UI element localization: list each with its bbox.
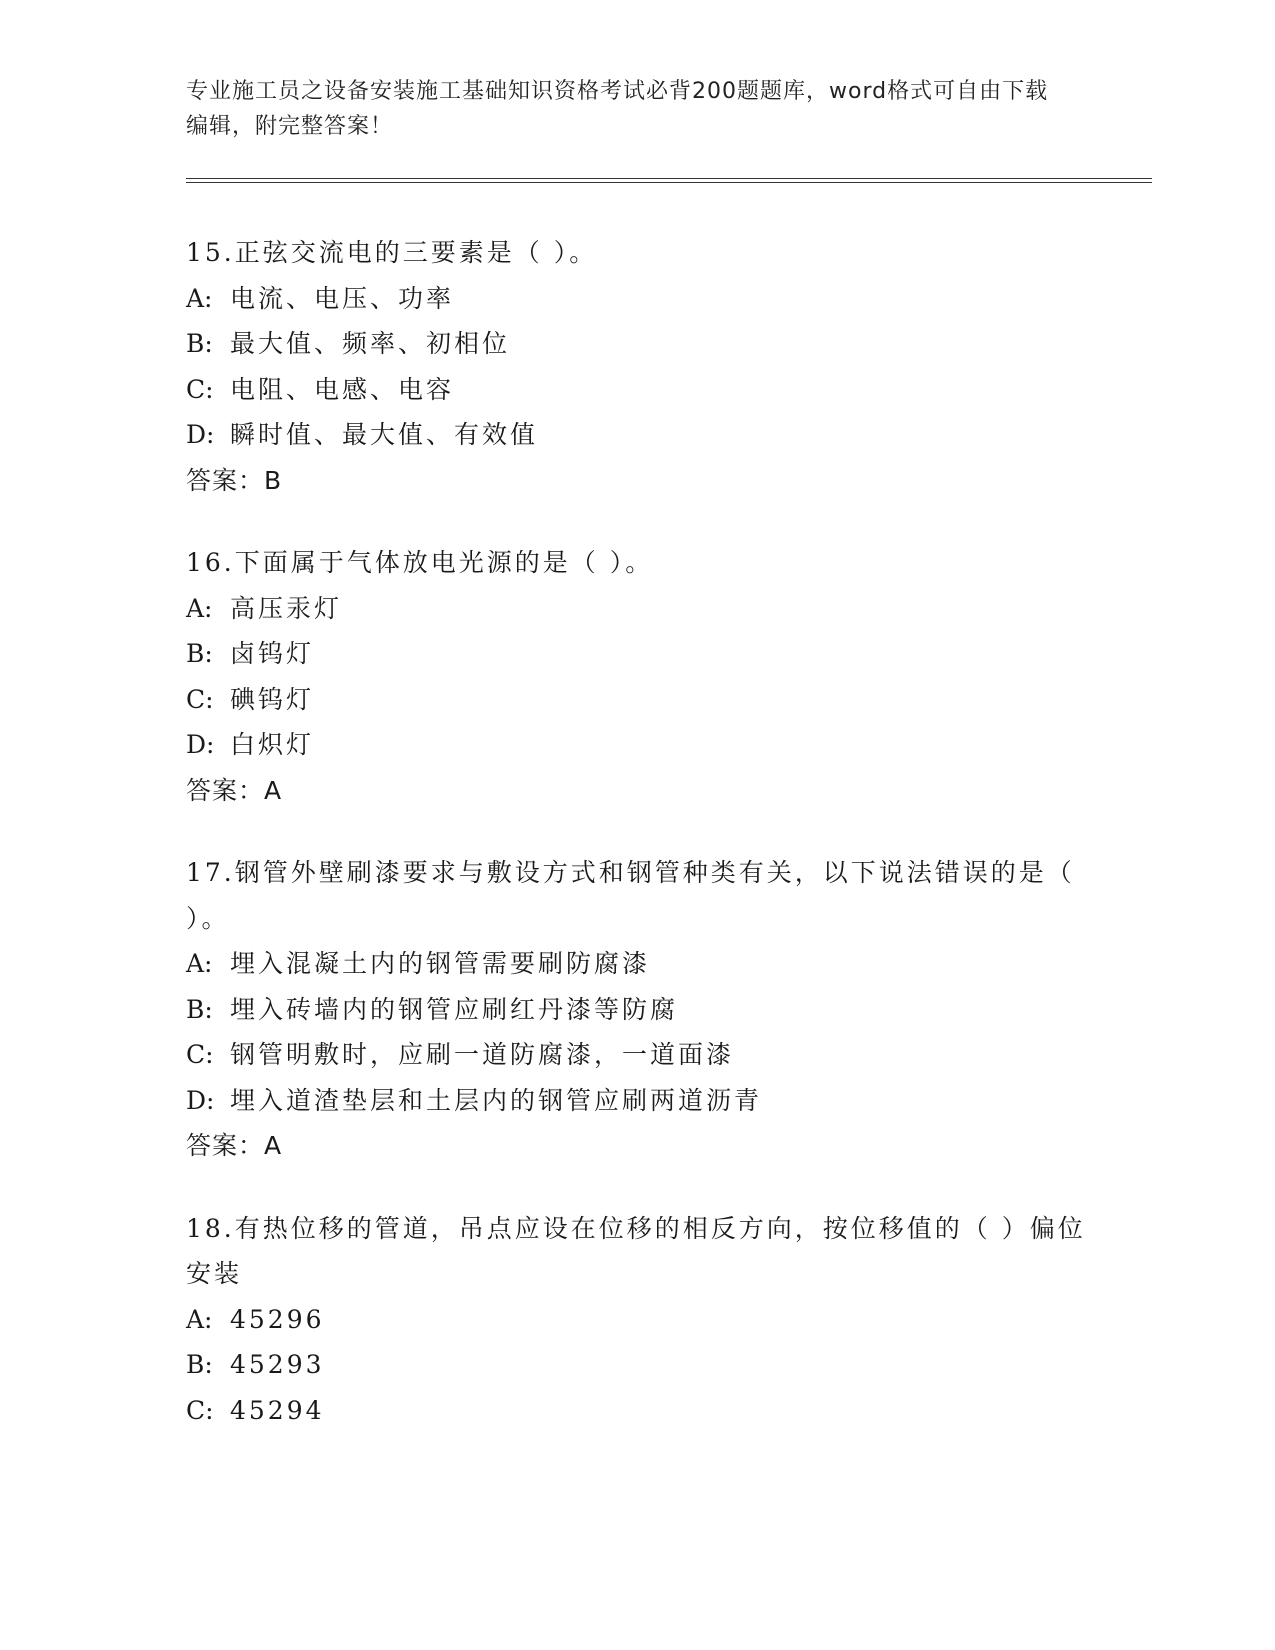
option-text: 45293 — [230, 1350, 325, 1379]
option-letter: B: — [186, 329, 213, 358]
option-letter: A: — [186, 593, 213, 623]
option-letter: B: — [186, 639, 213, 668]
option-a — [186, 1297, 1086, 1343]
option-a — [186, 941, 1086, 987]
header-title: 专业施工员之设备安装施工基础知识资格考试必背200题题库，word格式可自由下载编辑，附完整答案！ — [186, 79, 1049, 139]
option-b — [186, 631, 1086, 677]
option-a — [186, 586, 1086, 632]
option-c — [186, 1032, 1086, 1078]
question-text: 18.有热位移的管道，吊点应设在位移的相反方向，按位移值的（ ）偏位安装 — [186, 1213, 1086, 1288]
option-text: 钢管明敷时，应刷一道防腐漆，一道面漆 — [230, 1040, 735, 1069]
option-text: 碘钨灯 — [230, 684, 315, 714]
question-list — [186, 230, 1086, 1470]
header-divider-bottom — [186, 182, 1152, 183]
option-letter: A: — [186, 283, 213, 313]
option-text: 45294 — [230, 1395, 325, 1425]
question-16 — [186, 540, 1086, 813]
option-letter: D: — [186, 420, 215, 449]
answer-line: 答案：B — [186, 465, 283, 495]
answer-line: 答案：A — [186, 1131, 283, 1160]
answer-line: 答案：A — [186, 775, 283, 805]
option-text: 埋入道渣垫层和土层内的钢管应刷两道沥青 — [230, 1085, 763, 1115]
question-15 — [186, 230, 1086, 503]
question-text: 15.正弦交流电的三要素是（ ）。 — [186, 238, 598, 267]
option-letter: B: — [186, 994, 213, 1024]
option-b — [186, 987, 1086, 1033]
question-text: 16.下面属于气体放电光源的是（ ）。 — [186, 548, 654, 577]
option-letter: C: — [186, 374, 214, 404]
option-letter: D: — [186, 730, 215, 759]
option-d — [186, 412, 1086, 458]
option-text: 电阻、电感、电容 — [230, 374, 455, 404]
option-text: 45296 — [230, 1304, 325, 1334]
option-c — [186, 367, 1086, 413]
option-text: 瞬时值、最大值、有效值 — [230, 420, 539, 449]
option-text: 埋入混凝土内的钢管需要刷防腐漆 — [230, 949, 651, 978]
option-d — [186, 1078, 1086, 1124]
option-text: 卤钨灯 — [230, 639, 315, 668]
option-d — [186, 722, 1086, 768]
option-letter: C: — [186, 1395, 214, 1425]
option-c — [186, 677, 1086, 723]
option-b — [186, 321, 1086, 367]
option-letter: A: — [186, 949, 213, 978]
question-17 — [186, 850, 1086, 1169]
option-c — [186, 1388, 1086, 1434]
option-b — [186, 1342, 1086, 1388]
option-text: 电流、电压、功率 — [230, 283, 455, 313]
option-letter: C: — [186, 684, 214, 714]
option-text: 埋入砖墙内的钢管应刷红丹漆等防腐 — [230, 994, 679, 1024]
question-18 — [186, 1206, 1086, 1434]
option-letter: B: — [186, 1350, 213, 1379]
option-text: 白炽灯 — [230, 730, 315, 759]
header-divider-top — [186, 178, 1152, 179]
option-letter: C: — [186, 1040, 214, 1069]
option-a — [186, 276, 1086, 322]
option-letter: A: — [186, 1304, 213, 1334]
question-text: 17.钢管外壁刷漆要求与敷设方式和钢管种类有关，以下说法错误的是（ ）。 — [186, 858, 1075, 933]
option-text: 高压汞灯 — [230, 593, 343, 623]
document-header — [186, 74, 1066, 144]
option-text: 最大值、频率、初相位 — [230, 329, 511, 358]
option-letter: D: — [186, 1085, 215, 1115]
